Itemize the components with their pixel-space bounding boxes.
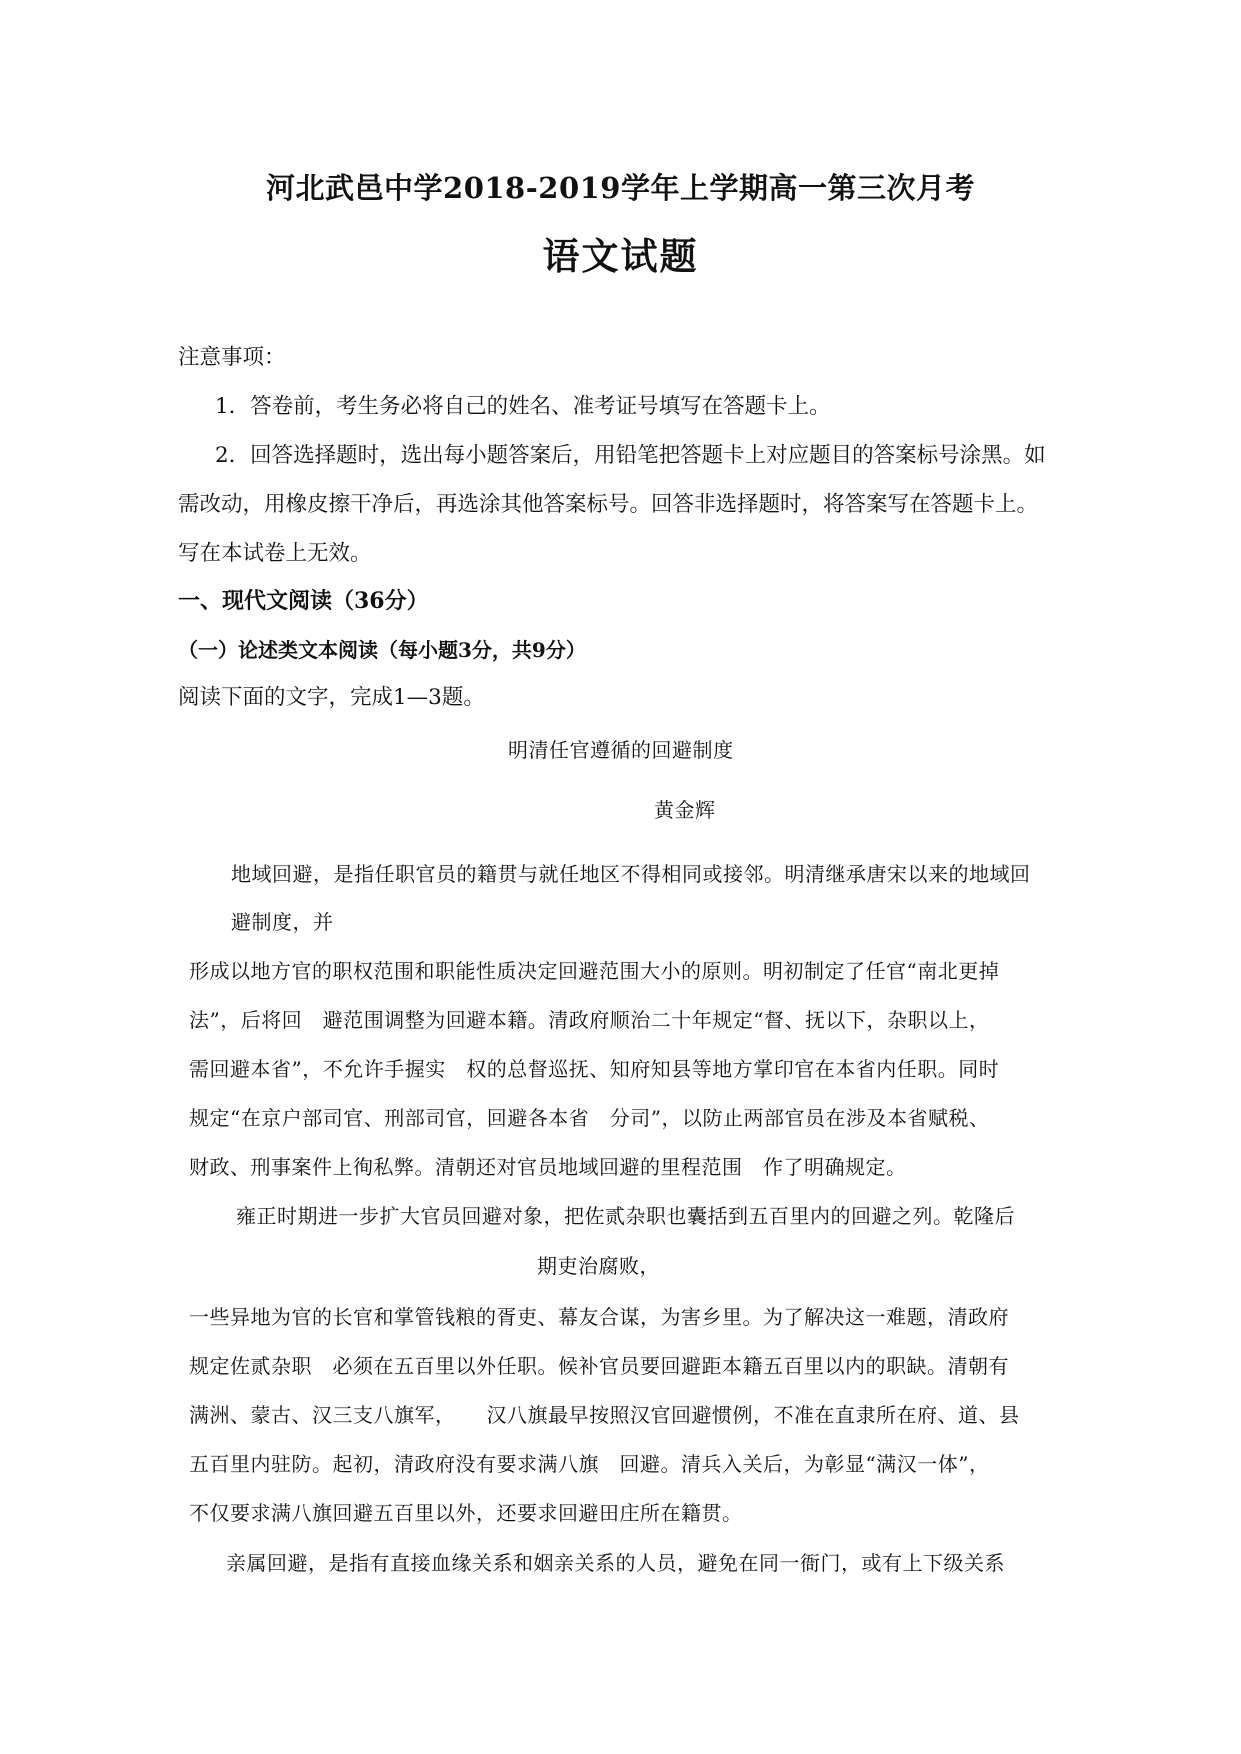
section-heading: 一、现代文阅读（36分）: [178, 588, 429, 614]
article-line: 期吏治腐败，: [537, 1254, 660, 1278]
notes-item-2-line-2: 需改动，用橡皮擦干净后，再选涂其他答案标号。回答非选择题时，将答案写在答题卡上。: [178, 492, 1039, 517]
article-line: 亲属回避，是指有直接血缘关系和姻亲关系的人员，避免在同一衙门，或有上下级关系: [226, 1551, 1005, 1575]
article-line: 雍正时期进一步扩大官员回避对象，把佐贰杂职也囊括到五百里内的回避之列。乾隆后: [236, 1204, 1015, 1228]
reading-instruction: 阅读下面的文字，完成1—3题。: [178, 685, 485, 710]
article-author: 黄金辉: [654, 798, 716, 822]
article-line: 不仅要求满八旗回避五百里以外，还要求回避田庄所在籍贯。: [189, 1501, 743, 1525]
article-line: 规定“在京户部司官、刑部司官，回避各本省 分司”，以防止两部官员在涉及本省赋税、: [189, 1106, 990, 1130]
article-line: 五百里内驻防。起初，清政府没有要求满八旗 回避。清兵入关后，为彰显“满汉一体”，: [189, 1452, 990, 1476]
article-line: 形成以地方官的职权范围和职能性质决定回避范围大小的原则。明初制定了任官“南北更掉: [189, 959, 1000, 983]
article-line: 满洲、蒙古、汉三支八旗军， 汉八旗最早按照汉官回避惯例，不准在直隶所在府、道、县: [189, 1403, 1020, 1427]
exam-subtitle: 语文试题: [542, 234, 699, 278]
article-line: 地域回避，是指任职官员的籍贯与就任地区不得相同或接邻。明清继承唐宋以来的地域回: [231, 862, 1031, 886]
article-line: 法”，后将回 避范围调整为回避本籍。清政府顺治二十年规定“督、抚以下，杂职以上，: [189, 1008, 990, 1032]
article-line: 避制度，并: [231, 910, 334, 934]
article-line: 需回避本省”，不允许手握实 权的总督巡抚、知府知县等地方掌印官在本省内任职。同时: [189, 1057, 1000, 1081]
article-line: 一些异地为官的长官和掌管钱粮的胥吏、幕友合谋，为害乡里。为了解决这一难题，清政府: [189, 1305, 1009, 1329]
article-line: 规定佐贰杂职 必须在五百里以外任职。候补官员要回避距本籍五百里以内的职缺。清朝有: [189, 1354, 1009, 1378]
notes-item-2-line-3: 写在本试卷上无效。: [178, 541, 372, 566]
article-line: 财政、刑事案件上徇私弊。清朝还对官员地域回避的里程范围 作了明确规定。: [189, 1155, 907, 1179]
exam-title: 河北武邑中学2018-2019学年上学期高一第三次月考: [266, 171, 975, 205]
notes-item-2-line-1: 2．回答选择题时，选出每小题答案后，用铅笔把答题卡上对应题目的答案标号涂黑。如: [215, 443, 1046, 468]
subsection-heading: （一）论述类文本阅读（每小题3分，共9分）: [178, 638, 586, 662]
notes-heading: 注意事项：: [178, 345, 286, 370]
article-title: 明清任官遵循的回避制度: [508, 738, 734, 762]
notes-item-1: 1．答卷前，考生务必将自己的姓名、准考证号填写在答题卡上。: [215, 394, 831, 419]
